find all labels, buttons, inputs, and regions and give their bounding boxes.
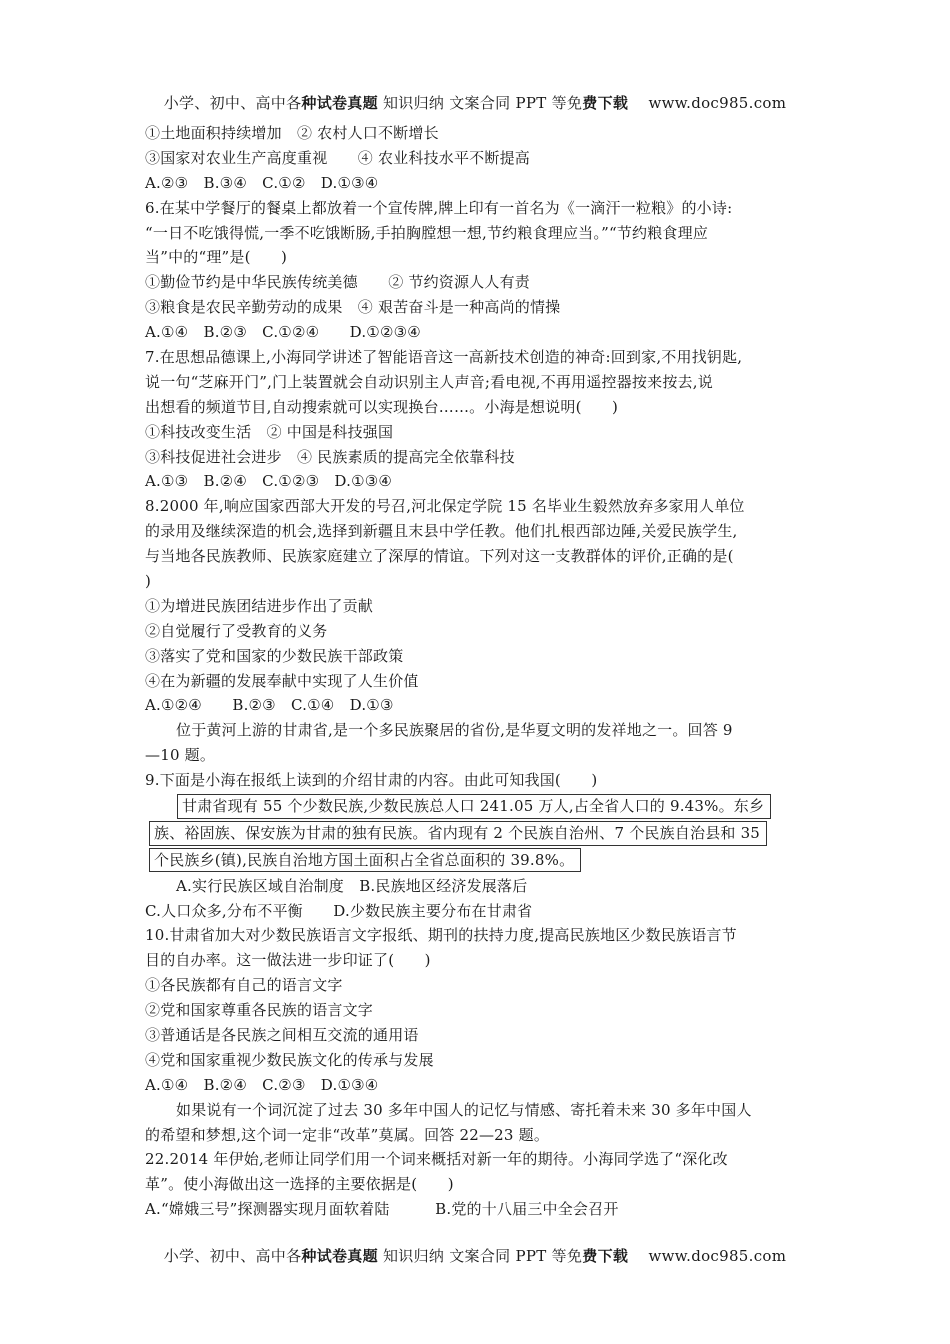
text-line: 革”。使小海做出这一选择的主要依据是( ) (145, 1175, 454, 1194)
text-line: ①勤俭节约是中华民族传统美德 ② 节约资源人人有责 (145, 273, 530, 292)
answer-options: A.①②④ B.②③ C.①④ D.①③ (145, 696, 394, 715)
banner-url[interactable]: www.doc985.com (648, 1247, 787, 1265)
document-body (145, 121, 810, 1222)
banner-text-2: 知识归纳 文案合同 PPT 等免 (377, 94, 583, 112)
banner-text: 小学、初中、高中各 (163, 1247, 302, 1265)
material-box (149, 793, 810, 874)
answer-options: A.②③ B.③④ C.①② D.①③④ (145, 173, 379, 192)
box-line: 甘肃省现有 55 个少数民族,少数民族总人口 241.05 万人,占全省人口的 9.43%。东乡 (177, 794, 771, 819)
text-line: “一日不吃饿得慌,一季不吃饿断肠,手拍胸膛想一想,节约粮食理应当。”“节约粮食理应 (145, 223, 709, 242)
answer-options: C.人口众多,分布不平衡 D.少数民族主要分布在甘肃省 (145, 901, 533, 920)
text-line: ③国家对农业生产高度重视 ④ 农业科技水平不断提高 (145, 148, 530, 167)
banner-text-2: 知识归纳 文案合同 PPT 等免 (377, 1247, 583, 1265)
text-line: ②自觉履行了受教育的义务 (145, 621, 328, 640)
question-22: 22.2014 年伊始,老师让同学们用一个词来概括对新一年的期待。小海同学选了“深化改 (145, 1150, 728, 1169)
question-8: 8.2000 年,响应国家西部大开发的号召,河北保定学院 15 名毕业生毅然放弃多家用人单位 (145, 497, 745, 516)
text-line: 的录用及继续深造的机会,选择到新疆且末县中学任教。他们扎根西部边陲,关爱民族学生, (145, 522, 738, 541)
text-line: ③科技促进社会进步 ④ 民族素质的提高完全依靠科技 (145, 447, 515, 466)
question-6: 6.在某中学餐厅的餐桌上都放着一个宣传牌,牌上印有一首名为《一滴汗一粒粮》的小诗: (145, 198, 733, 217)
text-line: —10 题。 (145, 746, 216, 765)
banner-bold-1: 种试卷真题 (301, 94, 378, 112)
answer-options: A.“嫦娥三号”探测器实现月面软着陆 B.党的十八届三中全会召开 (145, 1200, 619, 1219)
banner-url[interactable]: www.doc985.com (648, 94, 787, 112)
text-line: ①为增进民族团结进步作出了贡献 (145, 596, 374, 615)
text-line: ③普通话是各民族之间相互交流的通用语 (145, 1026, 419, 1045)
answer-options: A.①④ B.②④ C.②③ D.①③④ (145, 1075, 379, 1094)
text-line: ) (145, 572, 152, 591)
intro-paragraph: 位于黄河上游的甘肃省,是一个多民族聚居的省份,是华夏文明的发祥地之一。回答 9 (176, 721, 733, 740)
text-line: ①各民族都有自己的语言文字 (145, 976, 343, 995)
intro-paragraph: 如果说有一个词沉淀了过去 30 多年中国人的记忆与情感、寄托着未来 30 多年中国人 (176, 1100, 752, 1119)
text-line: ③落实了党和国家的少数民族干部政策 (145, 646, 404, 665)
text-line: 出想看的频道节目,自动搜索就可以实现换台……。小海是想说明( ) (145, 397, 619, 416)
question-10: 10.甘肃省加大对少数民族语言文字报纸、期刊的扶持力度,提高民族地区少数民族语言节 (145, 926, 737, 945)
text-line: 当”中的“理”是( ) (145, 248, 288, 267)
question-9: 9.下面是小海在报纸上读到的介绍甘肃的内容。由此可知我国( ) (145, 771, 598, 790)
text-line: 目的自办率。这一做法进一步印证了( ) (145, 951, 431, 970)
banner-text: 小学、初中、高中各 (163, 94, 302, 112)
text-line: 与当地各民族教师、民族家庭建立了深厚的情谊。下列对这一支教群体的评价,正确的是( (145, 547, 734, 566)
header-banner (0, 92, 950, 113)
text-line: ②党和国家尊重各民族的语言文字 (145, 1001, 374, 1020)
text-line: ③粮食是农民辛勤劳动的成果 ④ 艰苦奋斗是一种高尚的情操 (145, 298, 561, 317)
box-line: 族、裕固族、保安族为甘肃的独有民族。省内现有 2 个民族自治州、7 个民族自治县和 35 (149, 821, 767, 846)
footer-banner (0, 1245, 950, 1266)
text-line: ①土地面积持续增加 ② 农村人口不断增长 (145, 124, 439, 142)
text-line: 说一句“芝麻开门”,门上装置就会自动识别主人声音;看电视,不再用遥控器按来按去,说 (145, 372, 713, 391)
text-line: 的希望和梦想,这个词一定非“改革”莫属。回答 22—23 题。 (145, 1125, 550, 1144)
answer-options: A.①④ B.②③ C.①②④ D.①②③④ (145, 323, 421, 342)
box-line: 个民族乡(镇),民族自治地方国土面积占全省总面积的 39.8%。 (149, 848, 581, 873)
banner-bold-1: 种试卷真题 (301, 1247, 378, 1265)
text-line: ④党和国家重视少数民族文化的传承与发展 (145, 1050, 434, 1069)
text-line: ①科技改变生活 ② 中国是科技强国 (145, 422, 394, 441)
question-7: 7.在思想品德课上,小海同学讲述了智能语音这一高新技术创造的神奇:回到家,不用找钥匙, (145, 348, 743, 367)
banner-bold-2: 费下载 (582, 1247, 629, 1265)
answer-options: A.实行民族区域自治制度 B.民族地区经济发展落后 (176, 876, 528, 895)
answer-options: A.①③ B.②④ C.①②③ D.①③④ (145, 472, 393, 491)
text-line: ④在为新疆的发展奉献中实现了人生价值 (145, 671, 419, 690)
banner-bold-2: 费下载 (582, 94, 629, 112)
